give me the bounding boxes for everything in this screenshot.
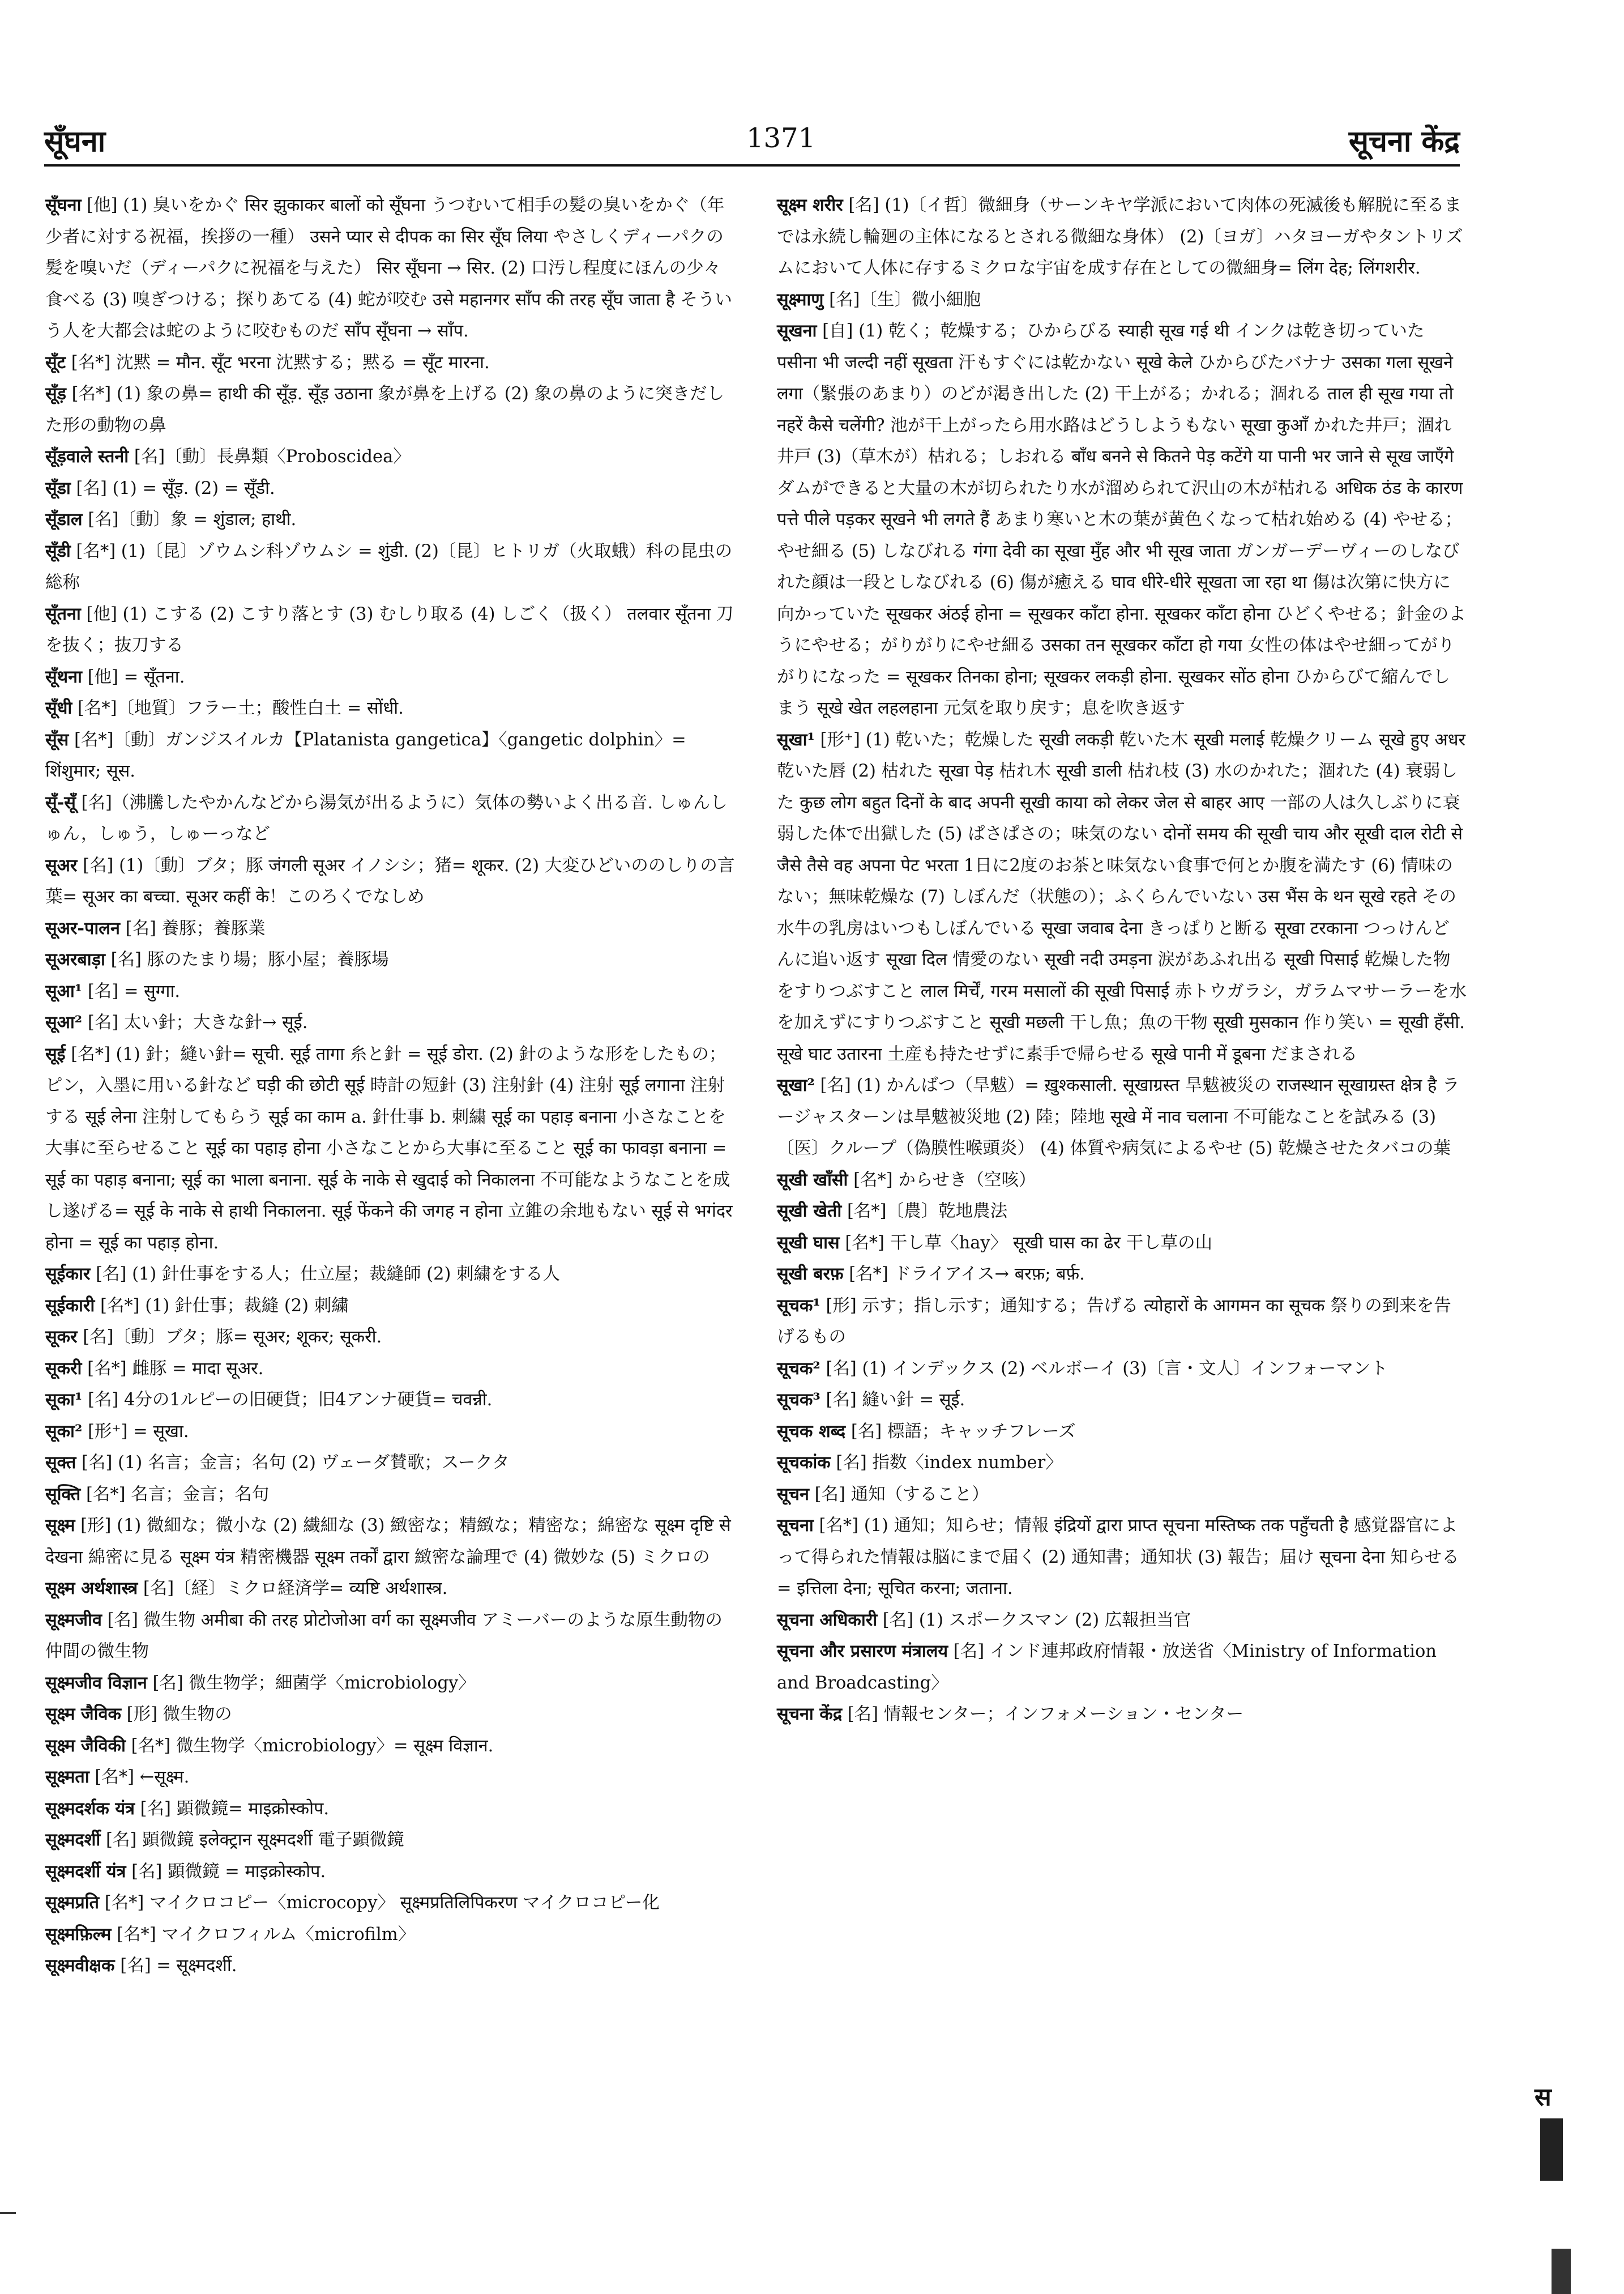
dictionary-entry (777, 1384, 1467, 1416)
entry-definition: [他] (1) 臭いをかぐ सिर झुकाकर बालों को सूँघना うつむいて相手の髪の臭いをかぐ（年少者に対する祝福，挨拶の一種） उसने प्यार से दीपक का सिर सूँघ लिया やさしくディーパクの髪を嗅いだ（ディーパクに祝福を与えた） सिर सूँघना → सिर. (2) 口汚し程度にほんの少々食べる (3) 嗅ぎつける；探りあてる (4) 蛇が咬む उसे महानगर साँप की तरह सूँघ जाता है そういう人を大都会は蛇のように咬むものだ साँप सूँघना → साँप. (45, 195, 733, 341)
entry-definition: [名] 縫い針 = सूई. (820, 1390, 965, 1410)
entry-headword: सूक्ति (45, 1483, 81, 1504)
dictionary-entry (45, 190, 735, 347)
dictionary-entry (45, 1605, 735, 1668)
dictionary-entry (777, 1447, 1467, 1479)
entry-definition: [名]〔生〕微小細胞 (823, 289, 981, 310)
dictionary-entry (45, 1919, 735, 1951)
entry-headword: सूक्ष्मदर्शक यंत्र (45, 1798, 135, 1819)
entry-definition: [名*]〔地質〕フラー土；酸性白土 = सोंधी. (72, 698, 404, 718)
edge-mark (0, 2212, 16, 2214)
dictionary-entry (45, 1479, 735, 1511)
dictionary-entry (45, 1793, 735, 1825)
entry-headword: सूँथना (45, 666, 82, 687)
entry-headword: सूँ-सूँ (45, 792, 76, 813)
dictionary-entry (45, 976, 735, 1008)
entry-definition: [名] (1)〔イ哲〕微細身（サーンキヤ学派において肉体の死滅後も解脱に至るまでは永続し輪廻の主体になるとされる微細な身体） (2)〔ヨガ〕ハタヨーガやタントリズムにおいて人体に存するミクロな宇宙を成す存在としての微細身= लिंग देह; लिंगशरीर. (777, 195, 1463, 278)
entry-headword: सूचना (777, 1515, 814, 1536)
dictionary-entry (777, 190, 1467, 284)
entry-definition: [他] = सूँतना. (82, 667, 185, 687)
entry-headword: सूका¹ (45, 1389, 83, 1410)
entry-definition: [名] 豚のたまり場；豚小屋；養豚場 (105, 950, 389, 970)
entry-definition: [形⁺] = सूखा. (82, 1421, 189, 1442)
entry-headword: सूआ¹ (45, 980, 83, 1001)
dictionary-entry (777, 1699, 1467, 1730)
entry-headword: सूँधी (45, 698, 72, 718)
dictionary-entry (45, 787, 735, 850)
dictionary-entry (777, 1070, 1467, 1165)
entry-definition: [名] = सुग्गा. (82, 981, 181, 1001)
entry-definition: [名] 通知（すること） (809, 1484, 989, 1504)
dictionary-entry (45, 1039, 735, 1259)
dictionary-entry (45, 504, 735, 536)
entry-headword: सूचना अधिकारी (777, 1609, 878, 1630)
entry-headword: सूईकार (45, 1264, 91, 1284)
entry-headword: सूँतना (45, 603, 81, 624)
entry-definition: [名] 4分の1ルピーの旧硬貨；旧4アンナ硬貨= चवन्नी. (82, 1390, 493, 1410)
entry-definition: [名*] (1)〔昆〕ゾウムシ科ゾウムシ = शुंडी. (2)〔昆〕ヒトリガ（火取蛾）科の昆虫の総称 (45, 541, 733, 592)
dictionary-entry (777, 1259, 1467, 1290)
entry-headword: सूचक¹ (777, 1295, 820, 1316)
entry-headword: सूक्ष्म अर्थशास्त्र (45, 1578, 138, 1598)
thumb-index (1535, 2079, 1587, 2294)
entry-headword: सूँडी (45, 540, 71, 561)
entry-definition: [名] 指数〈index number〉 (830, 1453, 1063, 1473)
entry-headword: सूखी खाँसी (777, 1169, 848, 1190)
dictionary-entry (45, 1950, 735, 1982)
dictionary-entry (45, 1762, 735, 1793)
dictionary-entry (45, 944, 735, 976)
entry-definition: [名]〔動〕象 = शुंडाल; हाथी. (82, 510, 297, 530)
page-number: 1371 (746, 122, 816, 154)
thumb-index-letter: स (1535, 2083, 1552, 2112)
dictionary-entry (45, 536, 735, 599)
entry-definition: [名] 顕微鏡 = माइक्रोस्कोप. (126, 1861, 326, 1882)
entry-definition: [名*] 雌豚 = मादा सूअर. (82, 1358, 264, 1379)
dictionary-entry (777, 1290, 1467, 1353)
left-column (45, 190, 735, 1982)
dictionary-entry (45, 1259, 735, 1290)
dictionary-entry (45, 1510, 735, 1573)
entry-definition: [名*] ドライアイス→ बरफ़; बर्फ़. (843, 1264, 1085, 1284)
entry-definition: [名*] 干し草〈hay〉 सूखी घास का ढेर 干し草の山 (839, 1233, 1213, 1253)
dictionary-entry (777, 284, 1467, 316)
entry-definition: [名*] からせき（空咳） (848, 1170, 1036, 1190)
dictionary-entry (45, 1007, 735, 1039)
dictionary-entry (45, 662, 735, 693)
entry-headword: सूक्ष्मवीक्षक (45, 1955, 115, 1976)
dictionary-entry (45, 1353, 735, 1385)
page-header (44, 120, 1460, 165)
dictionary-entry (777, 1605, 1467, 1636)
entry-headword: सूचना केंद्र (777, 1704, 843, 1724)
entry-definition: [形] (1) 微細な；微小な (2) 繊細な (3) 緻密な；精緻な；精密な；綿密な सूक्ष्म दृष्टि से देखना 綿密に見る सूक्ष्म यंत्र 精密機器 सूक्ष्म तर्कों द्वारा 緻密な論理で (4) 微妙な (5) ミクロの (45, 1516, 731, 1567)
dictionary-entry (45, 1824, 735, 1856)
dictionary-entry (45, 913, 735, 945)
entry-headword: सूखी बरफ़ (777, 1264, 844, 1284)
header-rule (44, 164, 1460, 167)
entry-definition: [名] (1) スポークスマン (2) 広報担当官 (877, 1610, 1191, 1630)
entry-headword: सूक्ष्मजीव विज्ञान (45, 1672, 147, 1693)
entry-headword: सूँट (45, 352, 66, 373)
entry-headword: सूक्ष्म जैविकी (45, 1735, 126, 1756)
entry-headword: सूका² (45, 1421, 83, 1442)
entry-headword: सूक्ष्म (45, 1515, 75, 1536)
entry-definition: [名*] (1) 針仕事；裁縫 (2) 刺繍 (95, 1295, 349, 1316)
entry-headword: सूँड़ (45, 383, 66, 404)
entry-headword: सूक्ष्म शरीर (777, 195, 843, 215)
dictionary-entry (45, 1856, 735, 1888)
entry-headword: सूचन (777, 1483, 809, 1504)
entry-definition: [名*] ←सूक्ष्म. (89, 1767, 190, 1787)
dictionary-entry (777, 1353, 1467, 1385)
entry-headword: सूक्ष्मफ़िल्म (45, 1924, 112, 1945)
dictionary-entry (45, 724, 735, 787)
dictionary-entry (45, 441, 735, 473)
entry-definition: [名] (1) かんばつ（旱魃）= ख़ुश्कसाली. सूखाग्रस्त 旱魃被災の राजस्थान सूखाग्रस्त क्षेत्र है ラージャスターンは旱魃被災地 (2) 陸；陸地 सूखे में नाव चलाना 不可能なことを試みる (3)〔医〕クループ（偽膜性喉頭炎） (4) 体質や病気によるやせ (5) 乾燥させたタバコの葉 (777, 1076, 1460, 1158)
entry-headword: सूअरबाड़ा (45, 949, 105, 970)
entry-definition: [名] 微生物学；細菌学〈microbiology〉 (147, 1673, 476, 1693)
dictionary-entry (45, 850, 735, 913)
dictionary-entry (777, 1510, 1467, 1605)
dictionary-entry (777, 1165, 1467, 1196)
entry-definition: [名*]〔動〕ガンジスイルカ【Platanista gangetica】〈gangetic dolphin〉= शिंशुमार; सूस. (45, 730, 686, 781)
entry-headword: सूक्ष्मदर्शी (45, 1830, 101, 1850)
dictionary-entry (777, 1636, 1467, 1699)
entry-definition: [名]〔経〕ミクロ経済学= व्यष्टि अर्थशास्त्र. (138, 1579, 448, 1598)
right-column (777, 190, 1467, 1730)
entry-definition: [名] (1) 針仕事をする人；仕立屋；裁縫師 (2) 刺繍をする人 (90, 1264, 561, 1284)
dictionary-entry (45, 599, 735, 662)
entry-headword: सूँडाल (45, 509, 83, 530)
dictionary-entry (45, 378, 735, 441)
thumb-index-mark (1540, 2118, 1563, 2181)
entry-definition: [名] (1)〔動〕ブタ；豚 जंगली सूअर イノシシ；猪= शूकर. (2) 大変ひどいののしりの言葉= सूअर का बच्चा. सूअर कहीं के！このろくでなしめ (45, 855, 735, 907)
dictionary-entry (45, 693, 735, 724)
dictionary-entry (777, 1227, 1467, 1259)
dictionary-entry (777, 315, 1467, 724)
dictionary-entry (45, 1699, 735, 1730)
dictionary-entry (777, 1416, 1467, 1448)
entry-definition: [名] 標語；キャッチフレーズ (845, 1421, 1076, 1442)
entry-headword: सूक्त (45, 1452, 76, 1473)
dictionary-entry (45, 1573, 735, 1605)
entry-definition: [名*] 微生物学〈microbiology〉= सूक्ष्म विज्ञान. (125, 1736, 494, 1756)
running-head-right: सूचना केंद्र (1348, 124, 1460, 159)
dictionary-entry (45, 1290, 735, 1322)
entry-headword: सूखी घास (777, 1232, 840, 1253)
entry-definition: [名] 情報センター；インフォメーション・センター (842, 1704, 1244, 1724)
entry-headword: सूचक शब्द (777, 1421, 846, 1442)
entry-headword: सूक्ष्मजीव (45, 1609, 102, 1630)
entry-definition: [他] (1) こする (2) こすり落とす (3) むしり取る (4) しごく（扱く） तलवार सूँतना 刀を抜く；抜刀する (45, 604, 734, 655)
entry-definition: [形] 微生物の (121, 1704, 232, 1724)
entry-headword: सूईकारी (45, 1295, 95, 1316)
entry-definition: [名] (1) = सूँड़. (2) = सूँडी. (70, 478, 275, 498)
entry-headword: सूकरी (45, 1358, 82, 1379)
entry-headword: सूखा¹ (777, 729, 815, 750)
entry-headword: सूकर (45, 1327, 78, 1347)
entry-definition: [名]（沸騰したやかんなどから湯気が出るように）気体の勢いよく出る音. しゅんしゅん，しゅう，しゅーっなど (45, 792, 728, 844)
dictionary-entry (45, 347, 735, 379)
dictionary-entry (45, 473, 735, 505)
entry-headword: सूँडा (45, 477, 71, 498)
entry-headword: सूआ² (45, 1012, 83, 1033)
entry-headword: सूँघना (45, 195, 82, 215)
entry-headword: सूचना और प्रसारण मंत्रालय (777, 1641, 948, 1661)
entry-definition: [名*] 沈黙 = मौन. सूँट भरना 沈黙する；黙る = सूँट मारना. (66, 352, 490, 373)
entry-definition: [名*] (1) 象の鼻= हाथी की सूँड़. सूँड़ उठाना 象が鼻を上げる (2) 象の鼻のように突きだした形の動物の鼻 (45, 384, 725, 436)
entry-headword: सूई (45, 1043, 66, 1064)
entry-headword: सूचकांक (777, 1452, 831, 1473)
entry-definition: [名] (1) インデックス (2) ベルボーイ (3)〔言・文人〕インフォーマント (820, 1358, 1388, 1379)
dictionary-entry (45, 1887, 735, 1919)
entry-definition: [名] 微生物 अमीबा की तरह प्रोटोजोआ वर्ग का सूक्ष्मजीव アミーバーのような原生動物の仲間の微生物 (45, 1610, 723, 1661)
dictionary-entry (45, 1730, 735, 1762)
dictionary-entry (777, 1196, 1467, 1227)
entry-definition: [名*]〔農〕乾地農法 (841, 1201, 1008, 1221)
entry-definition: [形] 示す；指し示す；通知する；告げる त्योहारों के आगमन का सूचक 祭りの到来を告げるもの (777, 1295, 1451, 1347)
entry-headword: सूँड़वाले स्तनी (45, 446, 129, 467)
entry-definition: [名]〔動〕ブタ；豚= सूअर; शूकर; सूकरी. (77, 1327, 382, 1347)
dictionary-entry (45, 1384, 735, 1416)
entry-headword: सूक्ष्माणु (777, 289, 824, 310)
thumb-index-mark-lower (1552, 2249, 1571, 2294)
entry-definition: [名*] マイクロコピー〈microcopy〉 सूक्ष्मप्रतिलिपिकरण マイクロコピー化 (99, 1893, 660, 1913)
entry-definition: [名*] マイクロフィルム〈microfilm〉 (111, 1924, 416, 1945)
entry-definition: [名] 顕微鏡 इलेक्ट्रान सूक्ष्मदर्शी 電子顕微鏡 (100, 1830, 404, 1850)
entry-headword: सूअर (45, 855, 78, 876)
dictionary-entry (45, 1416, 735, 1448)
entry-definition: [名]〔動〕長鼻類〈Proboscidea〉 (129, 447, 411, 467)
entry-headword: सूचक² (777, 1358, 820, 1379)
entry-definition: [名*] 名言；金言；名句 (80, 1484, 270, 1504)
entry-definition: [名] 養豚；養豚業 (119, 918, 266, 939)
entry-definition: [名] (1) 名言；金言；名句 (2) ヴェーダ賛歌；スークタ (76, 1453, 510, 1473)
entry-headword: सूक्ष्म जैविक (45, 1704, 121, 1724)
entry-definition: [名*] (1) 針；縫い針= सूची. सूई तागा 糸と針 = सूई डोरा. (2) 針のような形をしたもの；ピン，入墨に用いる針など घड़ी की छोटी सूई 時計の短針 (3) 注射針 (4) 注射 सूई लगाना 注射する सूई लेना 注射してもらう सूई का काम a. 針仕事 b. 刺繍 सूई का पहाड़ बनाना 小さなことを大事に至らせること सूई का पहाड़ होना 小さなことから大事に至ること सूई का फावड़ा बनाना = सूई का पहाड़ बनाना; सूई का भाला बनाना. सूई के नाके से खुदाई को निकालना 不可能なようなことを成し遂げる= सूई के नाके से हाथी निकालना. सूई फेंकने की जगह न होना 立錐の余地もない सूई से भगंदर होना = सूई का पहाड़ होना. (45, 1044, 733, 1253)
entry-definition: [名] = सूक्ष्मदर्शी. (114, 1956, 237, 1976)
entry-headword: सूक्ष्मता (45, 1767, 89, 1787)
entry-definition: [名] 顕微鏡= माइक्रोस्कोप. (134, 1798, 330, 1819)
running-head-left: सूँघना (44, 124, 106, 159)
entry-headword: सूचक³ (777, 1389, 820, 1410)
entry-headword: सूक्ष्मदर्शी यंत्र (45, 1861, 126, 1882)
dictionary-entry (45, 1321, 735, 1353)
dictionary-entry (777, 1479, 1467, 1511)
dictionary-entry (45, 1668, 735, 1699)
entry-definition: [形⁺] (1) 乾いた；乾燥した सूखी लकड़ी 乾いた木 सूखी मलाई 乾燥クリーム सूखे हुए अधर 乾いた唇 (2) 枯れた सूखा पेड़ 枯れ木 सूखी डाली 枯れ枝 (3) 水のかれた；涸れた (4) 衰弱した कुछ लोग बहुत दिनों के बाद अपनी सूखी काया को लेकर जेल से बाहर आए 一部の人は久しぶりに衰弱した体で出獄した (5) ぱさぱさの；味気のない दोनों समय की सूखी चाय और सूखी दाल रोटी से जैसे तैसे वह अपना पेट भरता 1日に2度のお茶と味気ない食事で何とか腹を満たす (6) 情味のない；無味乾燥な (7) しぼんだ（状態の）；ふくらんでいない उस भैंस के थन सूखे रहते その水牛の乳房はいつもしぼんでいる सूखा जवाब देना きっぱりと断る सूखा टरकाना つっけんどんに追い返す सूखा दिल 情愛のない सूखी नदी उमड़ना 涙があふれ出る सूखी पिसाई 乾燥した物をすりつぶすこと लाल मिर्चें, गरम मसालों की सूखी पिसाई 赤トウガラシ，ガラムマサーラーを水を加えずにすりつぶすこと सूखी मछली 干し魚；魚の干物 सूखी मुसकान 作り笑い = सूखी हँसी. सूखे घाट उतारना 土産も持たせずに素手で帰らせる सूखे पानी में डूबना だまされる (777, 730, 1467, 1064)
entry-definition: [自] (1) 乾く；乾燥する；ひからびる स्याही सूख गई थी インクは乾き切っていた पसीना भी जल्दी नहीं सूखता 汗もすぐには乾かない सूखे केले ひからびたバナナ उसका गला सूखने लगा（緊張のあまり）のどが渇き出した (2) 干上がる；かれる；涸れる ताल ही सूख गया तो नहरें कैसे चलेंगी? 池が干上がったら用水路はどうしようもない सूखा कुआँ かれた井戸；涸れ井戸 (3)（草木が）枯れる；しおれる बाँध बनने से कितने पेड़ कटेंगे या पानी भर जाने से सूख जाएँगे ダムができると大量の木が切られたり水が溜められて沢山の木が枯れる अधिक ठंड के कारण पत्ते पीले पड़कर सूखने भी लगते हैं あまり寒いと木の葉が黄色くなって枯れ始める (4) やせる；やせ細る (5) しなびれる गंगा देवी का सूखा मुँह और भी सूख जाता ガンガーデーヴィーのしなびれた顔は一段としなびれる (6) 傷が癒える घाव धीरे-धीरे सूखता जा रहा था 傷は次第に快方に向かっていた सूखकर अंठई होना = सूखकर काँटा होना. सूखकर काँटा होना ひどくやせる；針金のようにやせる；がりがりにやせ細る उसका तन सूखकर काँटा हो गया 女性の体はやせ細ってがりがりになった = सूखकर तिनका होना; सूखकर लकड़ी होना. सूखकर सोंठ होना ひからびて縮んでしまう सूखे खेत लहलहाना 元気を取り戻す；息を吹き返す (777, 321, 1466, 718)
entry-headword: सूक्ष्मप्रति (45, 1892, 100, 1913)
entry-definition: [名] 太い針；大きな針→ सूई. (82, 1013, 308, 1033)
dictionary-entry (777, 724, 1467, 1071)
entry-headword: सूखी खेती (777, 1201, 842, 1221)
entry-headword: सूखा² (777, 1075, 815, 1095)
entry-headword: सूँस (45, 729, 69, 750)
entry-headword: सूअर-पालन (45, 918, 120, 939)
entry-definition: [名] インド連邦政府情報・放送省〈Ministry of Information and Broadcasting〉 (777, 1641, 1437, 1693)
dictionary-entry (45, 1447, 735, 1479)
entry-definition: [名*] (1) 通知；知らせ；情報 इंद्रियों द्वारा प्राप्त सूचना मस्तिष्क तक पहुँचती है 感覚器官によって得られた情報は脳にまで届く (2) 通知書；通知状 (3) 報告；届け सूचना देना 知らせる = इत्तिला देना; सूचित करना; जताना. (777, 1516, 1459, 1598)
entry-headword: सूखना (777, 321, 817, 341)
